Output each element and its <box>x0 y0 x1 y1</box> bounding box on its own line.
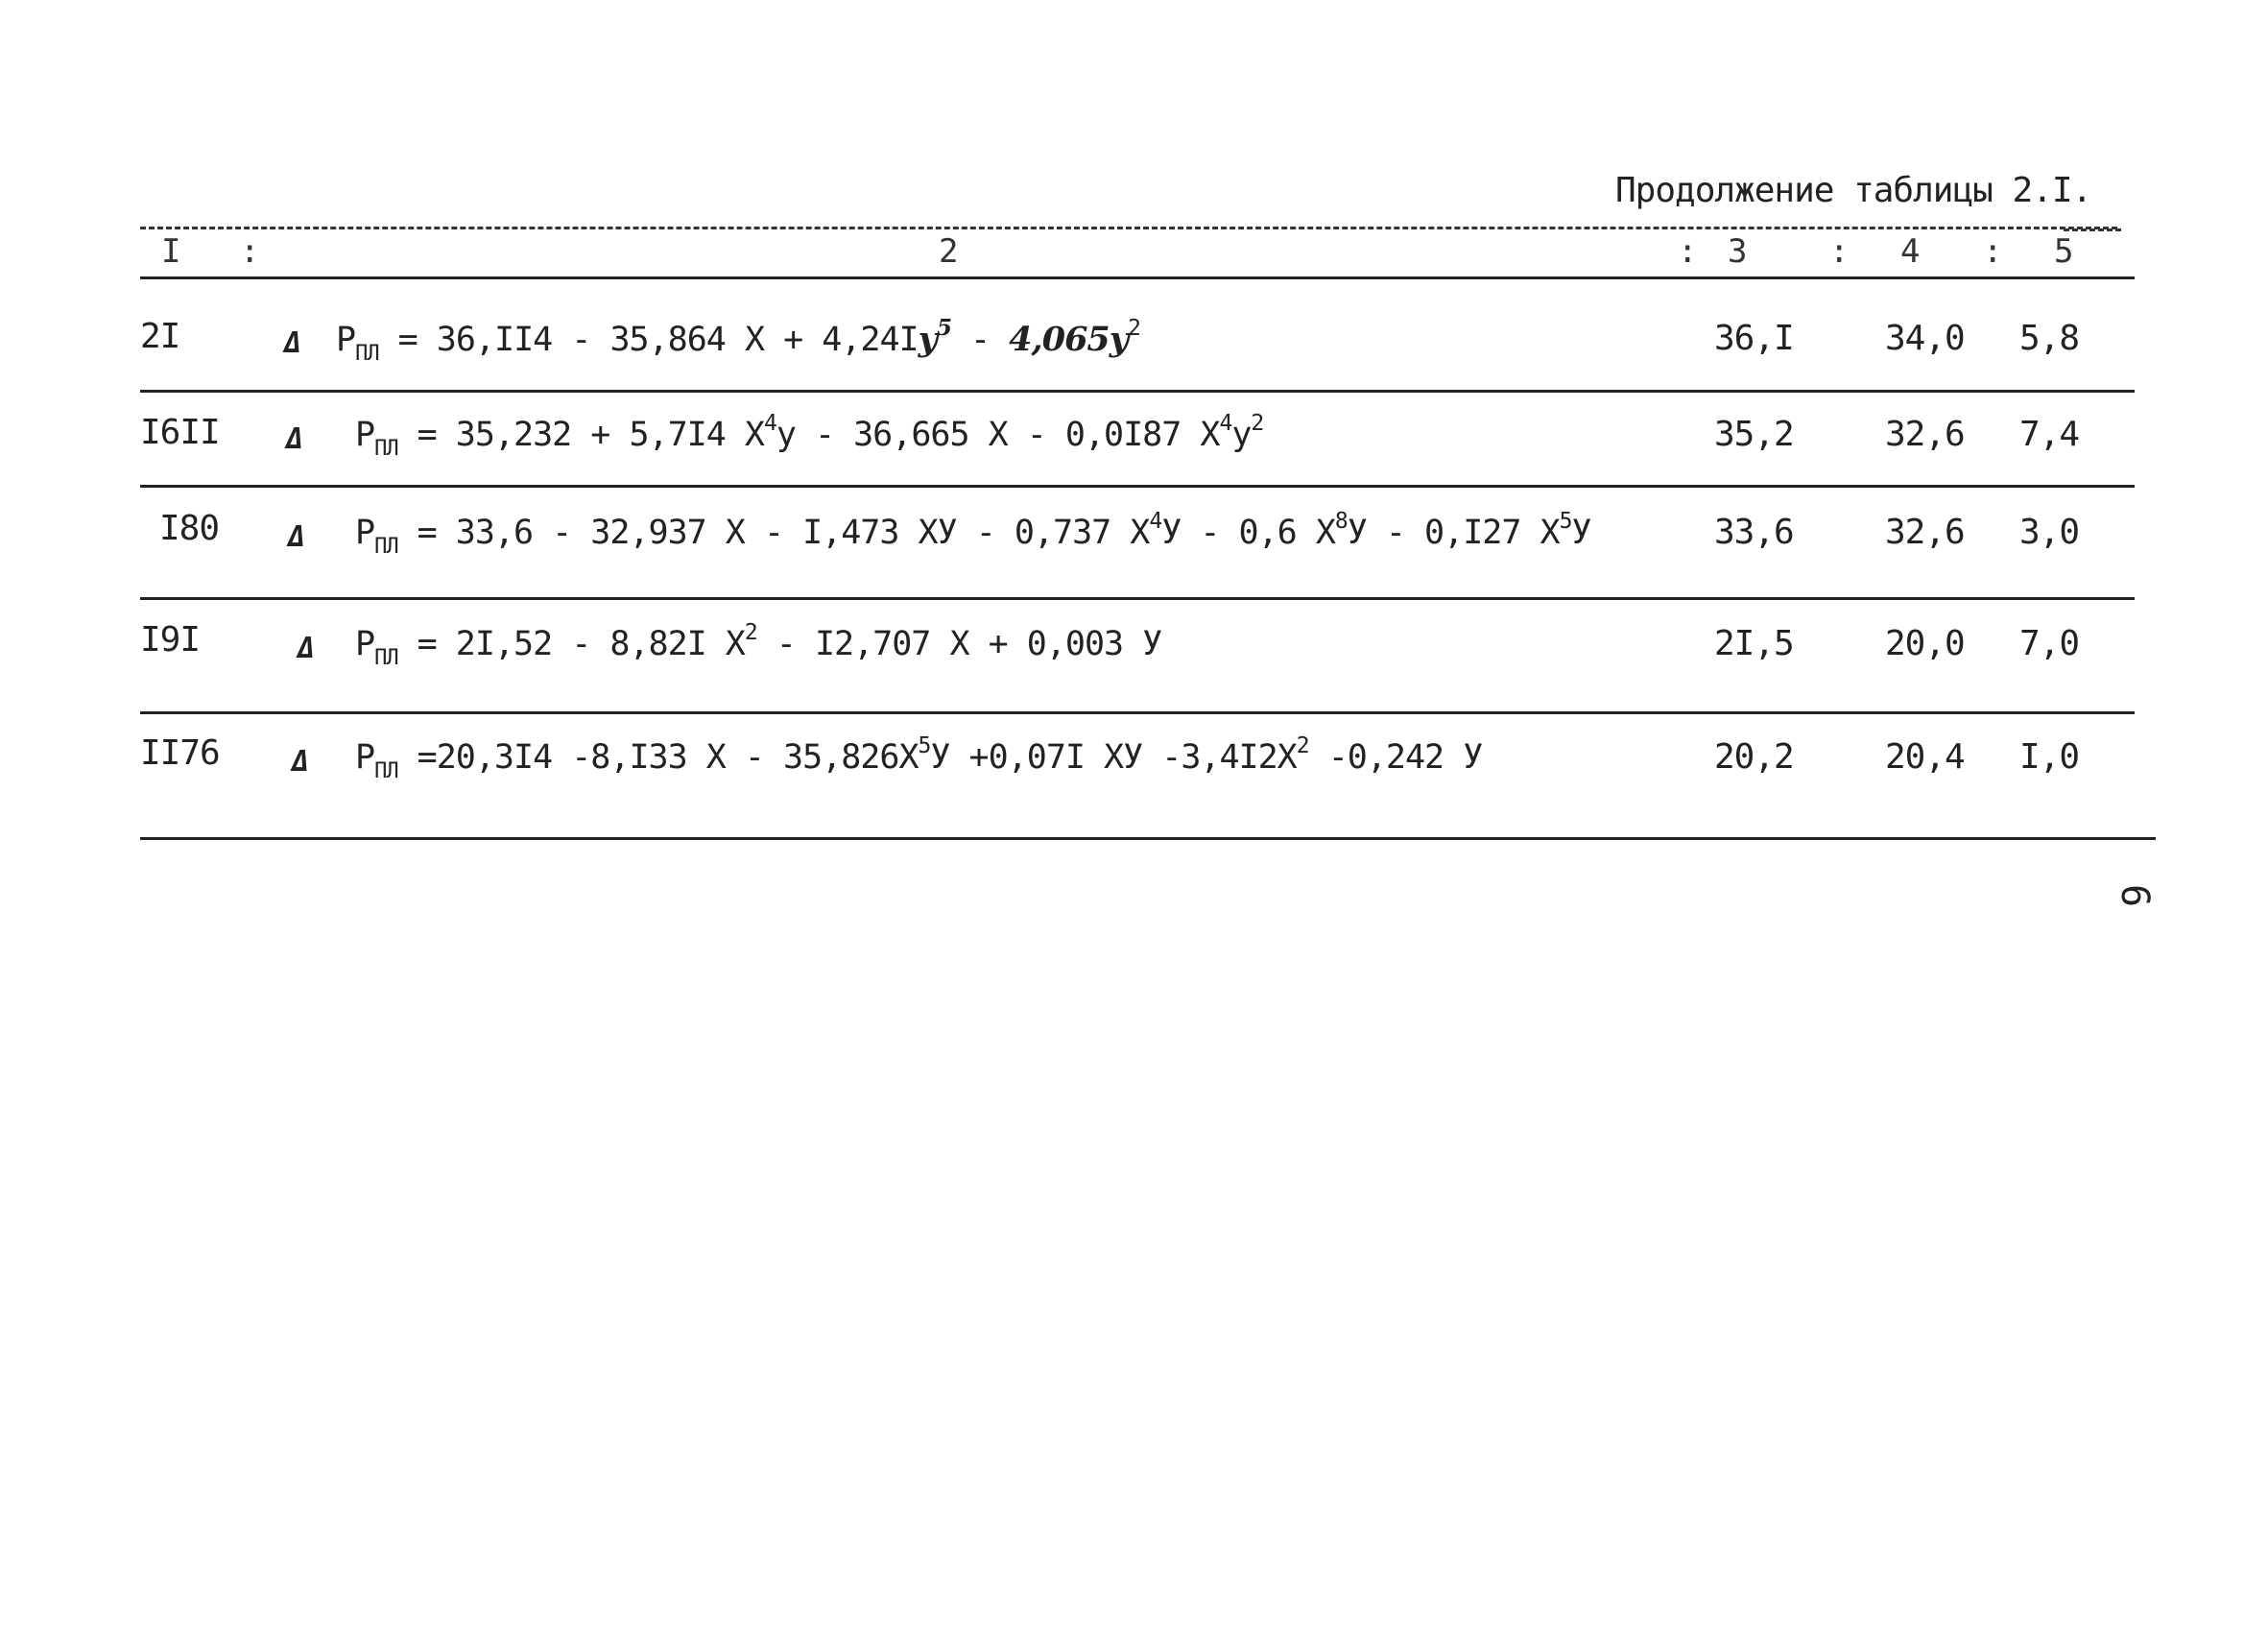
value-col-4: 20,4 <box>1885 737 1965 777</box>
row-index: I6II <box>140 413 220 452</box>
value-col-3: 20,2 <box>1714 737 1794 777</box>
value-col-4: 32,6 <box>1885 415 1965 454</box>
row-rule <box>140 711 2135 714</box>
header-col-1: I <box>161 232 181 271</box>
value-col-4: 20,0 <box>1885 624 1965 663</box>
value-col-5: 7,0 <box>2019 624 2080 663</box>
row-rule <box>140 597 2135 600</box>
header-sep: : <box>240 232 260 271</box>
row-index: I9I <box>140 620 201 660</box>
value-col-5: 5,8 <box>2019 319 2080 358</box>
delta-symbol: Δ <box>288 520 306 554</box>
value-col-3: 36,I <box>1714 319 1794 358</box>
table-caption: Продолжение таблицы 2.I. <box>1615 171 2092 210</box>
page-number: 6 <box>2113 883 2158 908</box>
row-rule <box>140 485 2135 488</box>
header-col-2: 2 <box>939 232 959 271</box>
value-col-4: 34,0 <box>1885 319 1965 358</box>
row-rule <box>140 390 2135 393</box>
value-col-5: I,0 <box>2019 737 2080 777</box>
row-index: I80 <box>159 509 220 548</box>
value-col-3: 33,6 <box>1714 513 1794 552</box>
header-col-5: 5 <box>2054 232 2074 271</box>
header-top-rule <box>140 227 2117 229</box>
formula: $P_{ПЛ} = 2I,52 - 8,82I$ $X^2 - I2,707$ X + 0,003 У <box>355 620 1162 670</box>
table-bottom-rule <box>140 837 2156 840</box>
header-sep: : <box>1829 232 1850 271</box>
header-sep: : <box>1983 232 2003 271</box>
header-bottom-rule <box>140 276 2135 279</box>
formula: $P_{ПЛ} =20,3I4$ -8,I33 $X - 35,826X^5У +0,07I$ XУ $-3,4I2X^2$ -0,242 У <box>355 733 1483 783</box>
header-col-3: 3 <box>1728 232 1748 271</box>
value-col-3: 35,2 <box>1714 415 1794 454</box>
header-top-rule-end <box>2064 228 2121 231</box>
row-index: 2I <box>140 317 180 356</box>
formula: $P_{ПЛ} = 33,6 - 32,937$ X - I,473 XУ - 0,737 $X^4У - 0,6$ $X^8У - 0,I27$ $X^5У$ <box>355 509 1591 559</box>
header-sep: : <box>1678 232 1698 271</box>
value-col-3: 2I,5 <box>1714 624 1794 663</box>
delta-symbol: Δ <box>286 422 304 456</box>
delta-symbol: Δ <box>292 745 310 779</box>
row-index: II76 <box>140 733 220 773</box>
value-col-4: 32,6 <box>1885 513 1965 552</box>
delta-symbol: Δ <box>284 326 302 360</box>
header-col-4: 4 <box>1900 232 1921 271</box>
delta-symbol: Δ <box>298 632 316 665</box>
value-col-5: 3,0 <box>2019 513 2080 552</box>
formula: $P_{ПЛ} = 35,232 + 5,7I4$ $X^4y - 36,665$ X - 0,0I87 $X^4y^2$ <box>355 411 1264 461</box>
formula: $P_{ПЛ} = 36,II4 - 35,864$ $X + 4,24Iy^5 - 4,065y^2$ <box>336 315 1140 366</box>
value-col-5: 7,4 <box>2019 415 2080 454</box>
